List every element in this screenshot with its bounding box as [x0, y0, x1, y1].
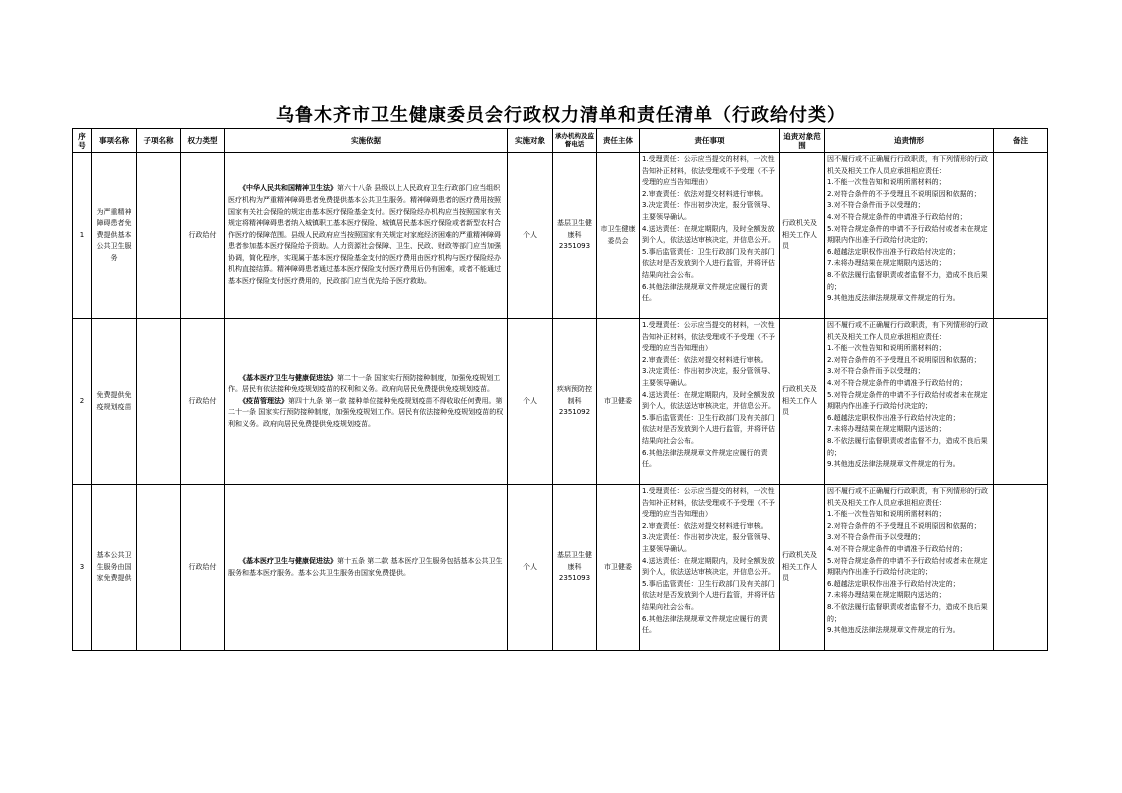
accountability-case: 因不履行或不正确履行行政职责，有下列情形的行政机关及相关工作人员应承担相应责任： [827, 487, 988, 507]
accountability-case: 2.对符合条件的不予受理且不说明原因和依据的； [827, 189, 981, 198]
accountability-case: 1.不能一次性告知和说明所需材料的； [827, 510, 946, 519]
duty-item: 3.决定责任：作出初步决定，报分管领导、主要领导确认。 [642, 367, 775, 387]
accountability-case: 6.超越法定职权作出准予行政给付决定的； [827, 579, 960, 588]
accountability-case: 7.未将办理结果在规定期限内送达的； [827, 425, 946, 434]
duty-item: 1.受理责任：公示应当提交的材料，一次性告知补正材料，依法受理或不予受理（不予受理的应当告知理由） [642, 487, 775, 519]
basis-paragraph [228, 396, 504, 431]
legal-basis [225, 153, 508, 319]
accountability-case: 4.对不符合规定条件的申请准予行政给付的； [827, 544, 967, 553]
accountability-case: 3.对不符合条件而予以受理的； [827, 533, 925, 542]
accountability-case: 2.对符合条件的不予受理且不说明原因和依据的； [827, 521, 981, 530]
header-remark: 备注 [994, 129, 1048, 153]
law-name: 《基本医疗卫生与健康促进法》 [239, 556, 337, 565]
duty-item: 6.其他法律法规规章文件规定应履行的责任。 [642, 614, 768, 635]
duty-item: 5.事后监管责任：卫生行政部门及有关部门依法对是否发放到个人进行监管，并将评估结果向社会公布。 [642, 247, 775, 279]
accountability-scope: 行政机关及相关工作人员 [780, 153, 825, 319]
implementation-target: 个人 [508, 153, 553, 319]
row-number: 3 [73, 485, 92, 651]
duty-item: 3.决定责任：作出初步决定，报分管领导、主要领导确认。 [642, 201, 775, 221]
law-name: 《中华人民共和国精神卫生法》 [239, 184, 337, 193]
accountability-case: 8.不依法履行监督职责或者监督不力，造成不良后果的； [827, 602, 988, 623]
header-subject: 责任主体 [597, 129, 640, 153]
accountability-case: 6.超越法定职权作出准予行政给付决定的； [827, 413, 960, 422]
law-text: 第四十九条 第一款 接种单位接种免疫规划疫苗不得收取任何费用。第二十一条 国家实行预防接种制度，加强免疫规划工作。居民有依法接种免疫规划疫苗的权利和义务。政府向居民免费提供免疫规划疫苗。 [228, 396, 504, 428]
header-duties: 责任事项 [640, 129, 780, 153]
duty-item: 3.决定责任：作出初步决定，报分管领导、主要领导确认。 [642, 533, 775, 553]
duty-item: 1.受理责任：公示应当提交的材料，一次性告知补正材料，依法受理或不予受理（不予受理的应当告知理由） [642, 155, 775, 187]
item-name: 为严重精神障碍患者免费提供基本公共卫生服务 [92, 153, 137, 319]
row-number: 2 [73, 319, 92, 485]
duty-item: 2.审查责任：依法对提交材料进行审核。 [642, 521, 768, 530]
accountability-case: 7.未将办理结果在规定期限内送达的； [827, 259, 946, 268]
accountability-case: 1.不能一次性告知和说明所需材料的； [827, 178, 946, 187]
implementation-target: 个人 [508, 319, 553, 485]
accountability-case: 6.超越法定职权作出准予行政给付决定的； [827, 247, 960, 256]
accountability-case: 因不履行或不正确履行行政职责，有下列情形的行政机关及相关工作人员应承担相应责任： [827, 321, 988, 341]
duty-item: 2.审查责任：依法对提交材料进行审核。 [642, 189, 768, 198]
duty-item: 5.事后监管责任：卫生行政部门及有关部门依法对是否发放到个人进行监管，并将评估结果向社会公布。 [642, 413, 775, 445]
law-text: 第二十一条 国家实行预防接种制度，加强免疫规划工作。居民有依法接种免疫规划疫苗的权利和义务。政府向居民免费提供免疫规划疫苗。 [228, 373, 501, 394]
duty-item: 6.其他法律法规规章文件规定应履行的责任。 [642, 448, 768, 469]
table-row [73, 485, 1048, 651]
table-row [73, 153, 1048, 319]
header-penalties: 追责情形 [825, 129, 994, 153]
duty-items [640, 485, 780, 651]
basis-paragraph [228, 183, 504, 287]
duty-item: 4.送达责任：在规定期限内，及时全额发放到个人，依法送达审核决定，并信息公开。 [642, 390, 775, 411]
row-number: 1 [73, 153, 92, 319]
accountability-case: 1.不能一次性告知和说明所需材料的； [827, 344, 946, 353]
accountability-cases [825, 319, 994, 485]
table-header-row [73, 129, 1048, 153]
accountability-scope: 行政机关及相关工作人员 [780, 319, 825, 485]
accountability-cases [825, 485, 994, 651]
law-text: 第十五条 第二款 基本医疗卫生服务包括基本公共卫生服务和基本医疗服务。基本公共卫生服务由国家免费提供。 [228, 556, 503, 577]
accountability-case: 2.对符合条件的不予受理且不说明原因和依据的； [827, 355, 981, 364]
power-type: 行政给付 [181, 153, 225, 319]
header-no: 序号 [73, 129, 92, 153]
accountability-case: 4.对不符合规定条件的申请准予行政给付的； [827, 378, 967, 387]
law-name: 《疫苗管理法》 [239, 396, 288, 405]
responsible-subject: 市卫健委 [597, 319, 640, 485]
item-name: 基本公共卫生服务由国家免费提供 [92, 485, 137, 651]
header-basis: 实施依据 [225, 129, 508, 153]
agency-phone: 基层卫生健康科 2351093 [553, 153, 597, 319]
header-scope: 追责对象范围 [780, 129, 825, 153]
legal-basis [225, 485, 508, 651]
agency-phone: 基层卫生健康科 2351093 [553, 485, 597, 651]
accountability-case: 4.对不符合规定条件的申请准予行政给付的； [827, 212, 967, 221]
accountability-case: 3.对不符合条件而予以受理的； [827, 367, 925, 376]
implementation-target: 个人 [508, 485, 553, 651]
table-row [73, 319, 1048, 485]
header-agency: 承办机构及监督电话 [553, 129, 597, 153]
remark [994, 153, 1048, 319]
header-target: 实施对象 [508, 129, 553, 153]
header-sub-item: 子项名称 [137, 129, 181, 153]
accountability-case: 9.其他违反法律法规规章文件规定的行为。 [827, 294, 960, 303]
accountability-case: 9.其他违反法律法规规章文件规定的行为。 [827, 626, 960, 635]
remark [994, 485, 1048, 651]
item-name: 免费提供免疫规划疫苗 [92, 319, 137, 485]
legal-basis [225, 319, 508, 485]
basis-paragraph [228, 556, 504, 579]
duty-item: 1.受理责任：公示应当提交的材料，一次性告知补正材料，依法受理或不予受理（不予受理的应当告知理由） [642, 321, 775, 353]
accountability-case: 9.其他违反法律法规规章文件规定的行为。 [827, 460, 960, 469]
responsible-subject: 市卫健委 [597, 485, 640, 651]
sub-item-name [137, 319, 181, 485]
agency-phone: 疾病预防控制科 2351092 [553, 319, 597, 485]
page-title: 乌鲁木齐市卫生健康委员会行政权力清单和责任清单（行政给付类） [276, 105, 846, 126]
sub-item-name [137, 485, 181, 651]
power-list-table [72, 128, 1048, 651]
accountability-case: 5.对符合规定条件的申请不予行政给付或者未在规定期限内作出准予行政给付决定的； [827, 224, 988, 245]
duty-item: 2.审查责任：依法对提交材料进行审核。 [642, 355, 768, 364]
accountability-case: 3.对不符合条件而予以受理的； [827, 201, 925, 210]
accountability-case: 8.不依法履行监督职责或者监督不力，造成不良后果的； [827, 270, 988, 291]
header-item-name: 事项名称 [92, 129, 137, 153]
duty-item: 5.事后监管责任：卫生行政部门及有关部门依法对是否发放到个人进行监管，并将评估结果向社会公布。 [642, 579, 775, 611]
duty-item: 4.送达责任：在规定期限内，及时全额发放到个人，依法送达审核决定，并信息公开。 [642, 556, 775, 577]
accountability-case: 8.不依法履行监督职责或者监督不力，造成不良后果的； [827, 436, 988, 457]
remark [994, 319, 1048, 485]
law-name: 《基本医疗卫生与健康促进法》 [239, 373, 337, 382]
sub-item-name [137, 153, 181, 319]
accountability-case: 7.未将办理结果在规定期限内送达的； [827, 591, 946, 600]
responsible-subject: 市卫生健康委员会 [597, 153, 640, 319]
header-power-type: 权力类型 [181, 129, 225, 153]
power-type: 行政给付 [181, 485, 225, 651]
basis-paragraph [228, 373, 504, 396]
table-body [73, 153, 1048, 651]
accountability-case: 因不履行或不正确履行行政职责，有下列情形的行政机关及相关工作人员应承担相应责任： [827, 155, 988, 175]
accountability-cases [825, 153, 994, 319]
law-text: 第六十八条 县级以上人民政府卫生行政部门应当组织医疗机构为严重精神障碍患者免费提供基本公共卫生服务。精神障碍患者的医疗费用按照国家有关社会保险的规定由基本医疗保险基金支付。医疗保险经办机构应当按照国家有关规定将精神障碍患者纳入城镇职工基本医疗保险、城镇居民基本医疗保险或者新型农村合作医疗的保障范围。县级人民政府应当按照国家有关规定对家庭经济困难的严重精神障碍患者参加基本医疗保险给予资助。人力资源社会保障、卫生、民政、财政等部门应当加强协调，简化程序，实现属于基本医疗保险基金支付的医疗费用由医疗机构与医疗保险经办机构直接结算。精神障碍患者通过基本医疗保险支付医疗费用后仍有困难，或者不能通过基本医疗保险支付医疗费用的，民政部门应当优先给予医疗救助。 [228, 184, 501, 286]
duty-items [640, 319, 780, 485]
accountability-scope: 行政机关及相关工作人员 [780, 485, 825, 651]
duty-items [640, 153, 780, 319]
accountability-case: 5.对符合规定条件的申请不予行政给付或者未在规定期限内作出准予行政给付决定的； [827, 390, 988, 411]
power-type: 行政给付 [181, 319, 225, 485]
accountability-case: 5.对符合规定条件的申请不予行政给付或者未在规定期限内作出准予行政给付决定的； [827, 556, 988, 577]
duty-item: 4.送达责任：在规定期限内，及时全额发放到个人，依法送达审核决定，并信息公开。 [642, 224, 775, 245]
duty-item: 6.其他法律法规规章文件规定应履行的责任。 [642, 282, 768, 303]
